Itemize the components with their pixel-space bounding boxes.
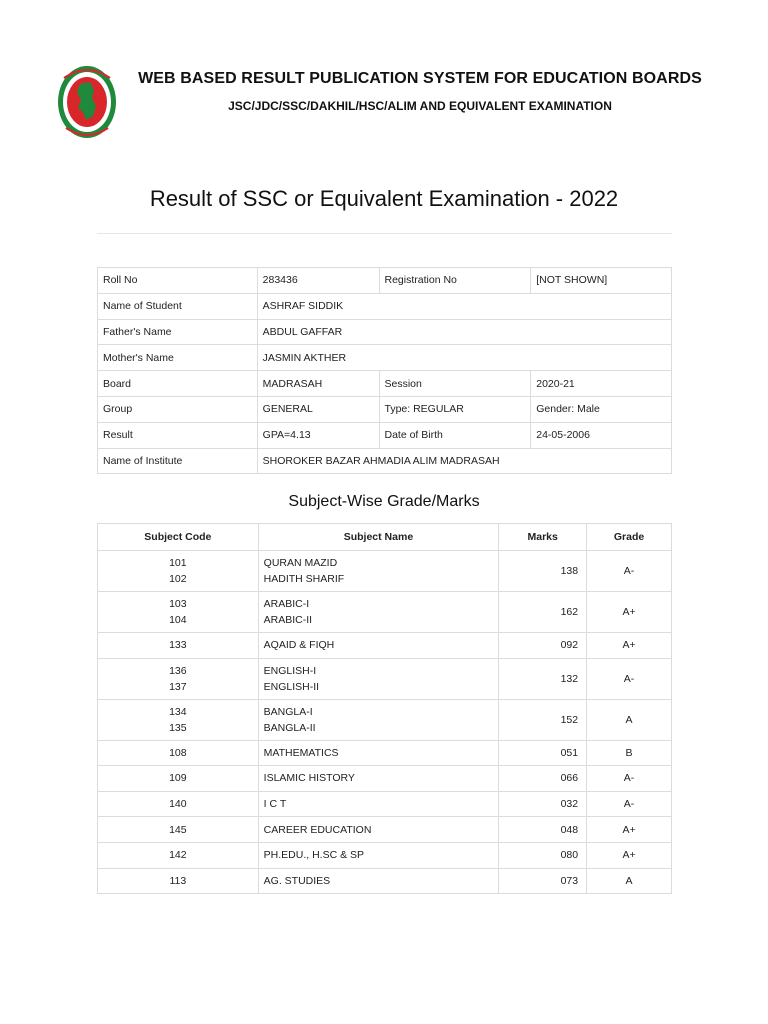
table-row — [98, 551, 672, 592]
info-row-name — [98, 293, 672, 319]
table-row — [98, 699, 672, 740]
roll-label: Roll No — [98, 268, 258, 294]
result-title: Result of SSC or Equivalent Examination - 2022 — [149, 186, 619, 211]
subject-code: 113 — [98, 868, 259, 894]
table-row — [98, 791, 672, 817]
gender-value: Gender: Male — [531, 396, 672, 422]
grade-table — [97, 523, 672, 894]
subject-grade: A- — [587, 658, 672, 699]
subject-code: 136 137 — [98, 658, 259, 699]
dob-label: Date of Birth — [379, 422, 531, 448]
subject-name: MATHEMATICS — [258, 740, 499, 766]
subject-marks: 032 — [499, 791, 587, 817]
subject-marks: 138 — [499, 551, 587, 592]
subject-grade: A- — [587, 766, 672, 792]
subject-code: 140 — [98, 791, 259, 817]
table-row — [98, 633, 672, 659]
table-row — [98, 740, 672, 766]
subject-name: ISLAMIC HISTORY — [258, 766, 499, 792]
subject-marks: 132 — [499, 658, 587, 699]
col-header-grade: Grade — [587, 524, 672, 551]
info-row-result — [98, 422, 672, 448]
subject-grade: A- — [587, 791, 672, 817]
board-value: MADRASAH — [257, 371, 379, 397]
info-row-board — [98, 371, 672, 397]
table-row — [98, 817, 672, 843]
subject-code: 108 — [98, 740, 259, 766]
divider — [97, 233, 672, 234]
subject-grade: A- — [587, 551, 672, 592]
session-label: Session — [379, 371, 531, 397]
col-header-name: Subject Name — [258, 524, 499, 551]
table-row — [98, 658, 672, 699]
table-row — [98, 868, 672, 894]
subject-name: PH.EDU., H.SC & SP — [258, 842, 499, 868]
subject-code: 103 104 — [98, 592, 259, 633]
subject-name: QURAN MAZID HADITH SHARIF — [258, 551, 499, 592]
bangladesh-govt-seal-icon — [56, 64, 118, 140]
institute-value: SHOROKER BAZAR AHMADIA ALIM MADRASAH — [257, 448, 671, 474]
info-row-roll — [98, 268, 672, 294]
type-value: Type: REGULAR — [379, 396, 531, 422]
subject-grade: A+ — [587, 633, 672, 659]
subject-code: 133 — [98, 633, 259, 659]
student-info-table — [97, 267, 672, 474]
info-row-institute — [98, 448, 672, 474]
subject-name: ENGLISH-I ENGLISH-II — [258, 658, 499, 699]
subject-marks: 080 — [499, 842, 587, 868]
subject-marks: 066 — [499, 766, 587, 792]
subject-grade: A+ — [587, 817, 672, 843]
subject-grade: A — [587, 868, 672, 894]
result-label: Result — [98, 422, 258, 448]
subject-name: BANGLA-I BANGLA-II — [258, 699, 499, 740]
page-header — [0, 0, 768, 160]
mother-value: JASMIN AKTHER — [257, 345, 671, 371]
subject-grade: B — [587, 740, 672, 766]
info-row-father — [98, 319, 672, 345]
info-row-mother — [98, 345, 672, 371]
registration-label: Registration No — [379, 268, 531, 294]
subject-code: 109 — [98, 766, 259, 792]
subject-grade: A+ — [587, 592, 672, 633]
subject-marks: 048 — [499, 817, 587, 843]
subject-code: 101 102 — [98, 551, 259, 592]
col-header-marks: Marks — [499, 524, 587, 551]
dob-value: 24-05-2006 — [531, 422, 672, 448]
father-value: ABDUL GAFFAR — [257, 319, 671, 345]
name-label: Name of Student — [98, 293, 258, 319]
subject-marks: 073 — [499, 868, 587, 894]
subject-marks: 162 — [499, 592, 587, 633]
table-row — [98, 766, 672, 792]
subject-marks: 152 — [499, 699, 587, 740]
subject-code: 134 135 — [98, 699, 259, 740]
registration-value: [NOT SHOWN] — [531, 268, 672, 294]
session-value: 2020-21 — [531, 371, 672, 397]
subject-name: ARABIC-I ARABIC-II — [258, 592, 499, 633]
roll-value: 283436 — [257, 268, 379, 294]
col-header-code: Subject Code — [98, 524, 259, 551]
subject-name: I C T — [258, 791, 499, 817]
info-row-group — [98, 396, 672, 422]
table-row — [98, 842, 672, 868]
institute-label: Name of Institute — [98, 448, 258, 474]
subject-name: AQAID & FIQH — [258, 633, 499, 659]
grade-table-header — [98, 524, 672, 551]
result-value: GPA=4.13 — [257, 422, 379, 448]
subject-marks: 051 — [499, 740, 587, 766]
subject-name: CAREER EDUCATION — [258, 817, 499, 843]
subject-grade: A+ — [587, 842, 672, 868]
board-label: Board — [98, 371, 258, 397]
subject-marks: 092 — [499, 633, 587, 659]
subject-code: 142 — [98, 842, 259, 868]
mother-label: Mother's Name — [98, 345, 258, 371]
group-value: GENERAL — [257, 396, 379, 422]
father-label: Father's Name — [98, 319, 258, 345]
subject-name: AG. STUDIES — [258, 868, 499, 894]
table-row — [98, 592, 672, 633]
system-subtitle: JSC/JDC/SSC/DAKHIL/HSC/ALIM AND EQUIVALENT EXAMINATION — [228, 99, 612, 113]
group-label: Group — [98, 396, 258, 422]
name-value: ASHRAF SIDDIK — [257, 293, 671, 319]
subject-code: 145 — [98, 817, 259, 843]
subject-grade: A — [587, 699, 672, 740]
subjects-heading: Subject-Wise Grade/Marks — [288, 493, 480, 510]
system-title: WEB BASED RESULT PUBLICATION SYSTEM FOR EDUCATION BOARDS — [138, 70, 702, 87]
